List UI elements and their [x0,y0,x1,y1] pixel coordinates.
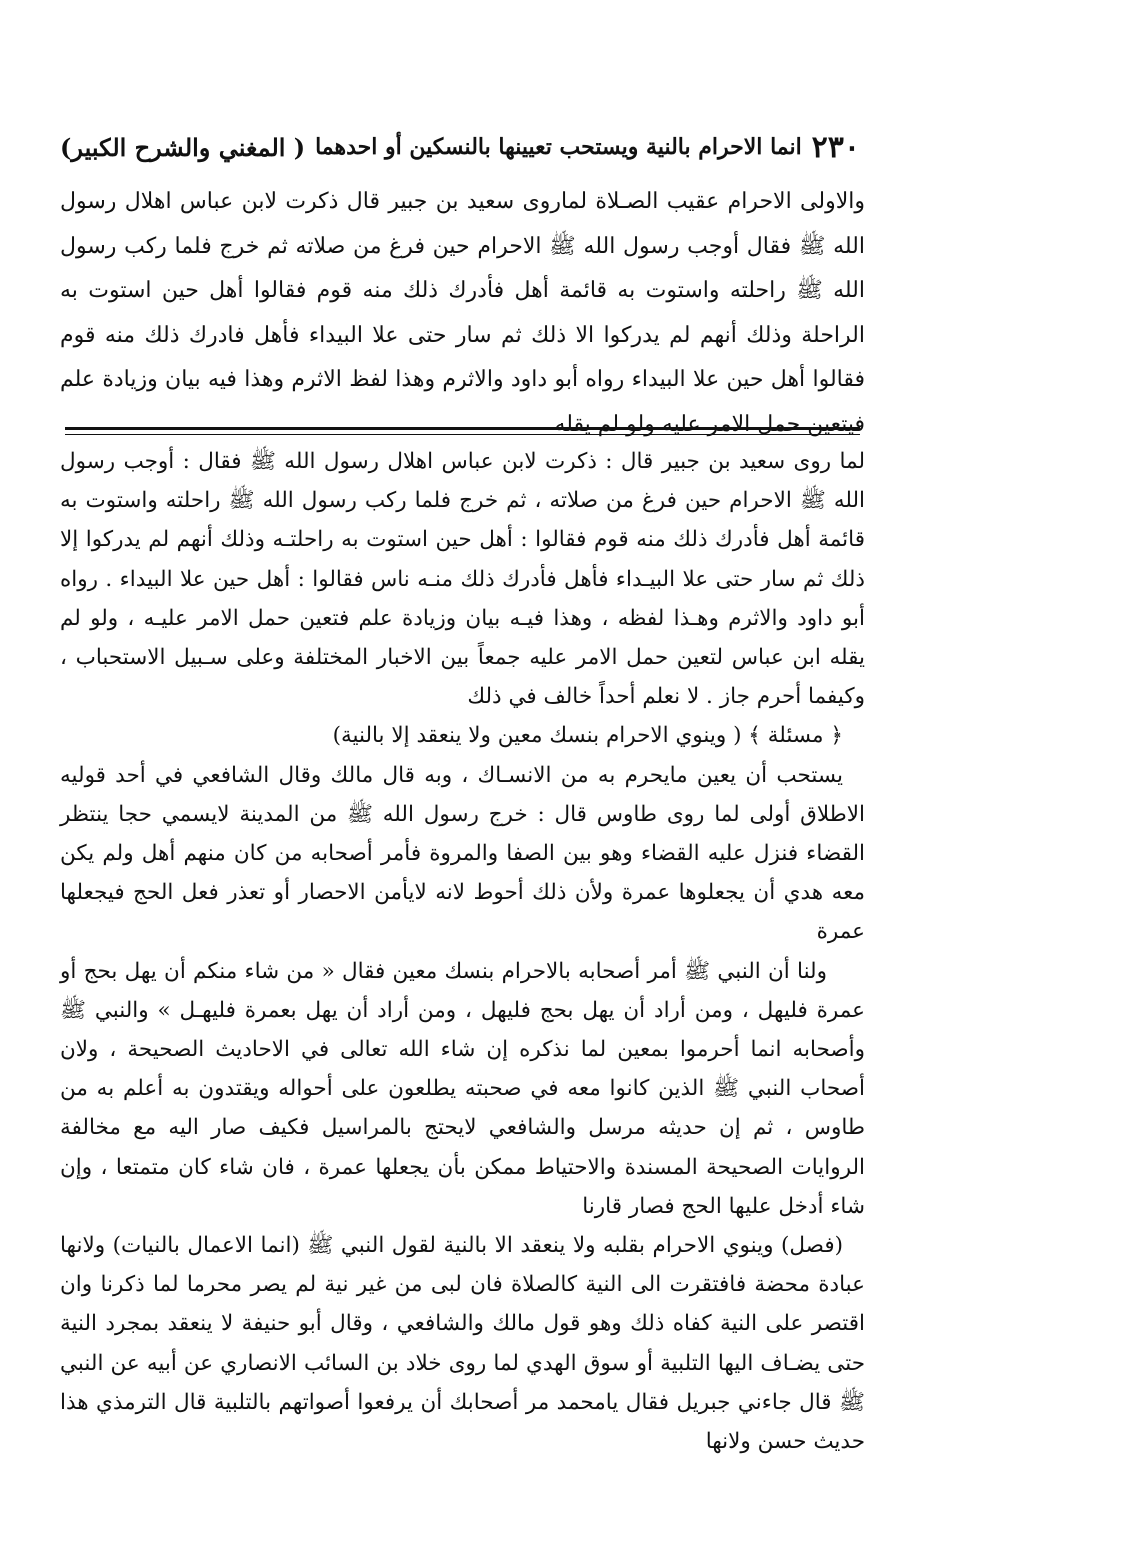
body-paragraph-2: يستحب أن يعين مايحرم به من الانسـاك ، وبه قال مالك وقال الشافعي في أحد قوليه الاطلاق أولى لما روى طاوس قال : خرج رسول الله ﷺ من المدينة لايسمي حجا ينتظر القضاء فنزل عليه القضاء وهو بين الصفا والمروة فأمر أصحابه من كان منهم أهل ولم يكن معه هدي أن يجعلوها عمرة ولأن ذلك أحوط لانه لايأمن الاحصار أو تعذر فعل الحج فيجعلها عمرة [60,762,865,945]
running-title: انما الاحرام بالنية ويستحب تعيينها بالنسكين أو احدهما [315,134,802,160]
fasl-paragraph: (فصل) وينوي الاحرام بقلبه ولا ينعقد الا بالنية لقول النبي ﷺ (انما الاعمال بالنيات) ولانها عبادة محضة فافتقرت الى النية كالصلاة فان لبى من غير نية لم يصر محرما لما ذكرنا وان اقتصر على النية كفاه ذلك وهو قول مالك والشافعي ، وقال أبو حنيفة لا ينعقد بمجرد النية حتى يضـاف اليها التلبية أو سوق الهدي لما روى خلاد بن السائب الانصاري عن أبيه عن النبي ﷺ قال جاءني جبريل فقال يامحمد مر أصحابك أن يرفعوا أصواتهم بالتلبية قال الترمذي هذا حديث حسن ولانها [60,1233,865,1455]
upper-paragraph: والاولى الاحرام عقيب الصـلاة لماروى سعيد بن جبير قال ذكرت لابن عباس اهلال رسول الله ﷺ فقال أوجب رسول الله ﷺ الاحرام حين فرغ من صلاته ثم خرج فلما ركب رسول الله ﷺ راحلته واستوت به قائمة أهل فأدرك ذلك منه قوم فقالوا أهل حين استوت به الراحلة وذلك أنهم لم يدركوا الا ذلك ثم سار حتى علا البيداء فأهل فادرك ذلك منه قوم فقالوا أهل حين علا البيداء رواه أبو داود والاثرم وهذا لفظ الاثرم وهذا فيه بيان وزيادة علم فيتعين حمل الامر عليه ولو لم يقله [60,189,865,437]
upper-text-section [60,180,865,447]
body-paragraph-3: ولنا أن النبي ﷺ أمر أصحابه بالاحرام بنسك معين فقال « من شاء منكم أن يهل بحج أو عمرة فليهل ، ومن أراد أن يهل بحج فليهل ، ومن أراد أن يهل بعمرة فليهـل » والنبي ﷺ وأصحابه انما أحرموا بمعين لما نذكره إن شاء الله تعالى في الاحاديث الصحيحة ، ولان أصحاب النبي ﷺ الذين كانوا معه في صحبته يطلعون على أحواله ويقتدون به أعلم به من طاوس ، ثم إن حديثه مرسل والشافعي لايحتج بالمراسيل فكيف صار اليه مع مخالفة الروايات الصحيحة المسندة والاحتياط ممكن بأن يجعلها عمرة ، فان شاء كان متمتعا ، وإن شاء أدخل عليها الحج فصار قارنا [60,958,865,1219]
section-divider-thick [65,427,860,430]
body-paragraph-1: لما روى سعيد بن جبير قال : ذكرت لابن عباس اهلال رسول الله ﷺ فقال : أوجب رسول الله ﷺ الاحرام حين فرغ من صلاته ، ثم خرج فلما ركب رسول الله ﷺ راحلته واستوت به قائمة أهل فأدرك ذلك منه قوم فقالوا : أهل حين استوت به راحلتـه وذلك أنهم لم يدركوا إلا ذلك ثم سار حتى علا البيـداء فأهل فأدرك ذلك منـه ناس فقالوا : أهل حين علا البيداء . رواه أبو داود والاثرم وهـذا لفظه ، وهذا فيـه بيان وزيادة علم فتعين حمل الامر عليـه ، ولو لم يقله ابن عباس لتعين حمل الامر عليه جمعاً بين الاخبار المختلفة وعلى سـبيل الاستحباب ، وكيفما أحرم جاز . لا نعلم أحداً خالف في ذلك [60,449,865,710]
page-number: ٢٣٠ [811,129,860,165]
book-title: ( المغني والشرح الكبير) [60,132,306,162]
lower-text-section [60,442,865,1461]
page-header [60,125,860,169]
masala-heading: ﴿ مسئلة ﴾ ( وينوي الاحرام بنسك معين ولا ينعقد إلا بالنية) [332,723,843,749]
section-divider-thin [65,434,860,435]
